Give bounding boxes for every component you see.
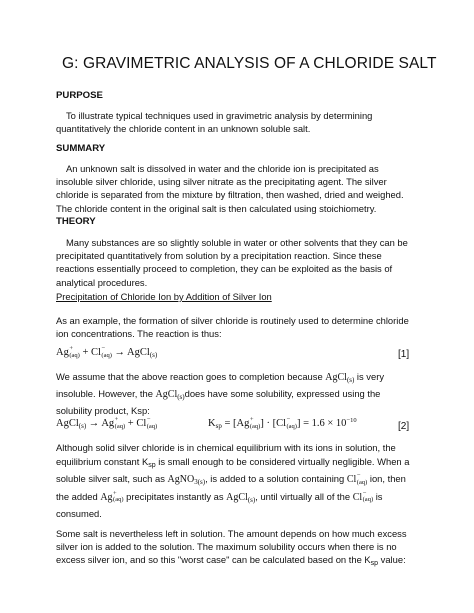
eq2-exponent: −10 [346, 417, 357, 424]
eq2-agcl: AgCl [56, 417, 79, 429]
assume-text-2: is very insoluble. However, the [56, 371, 385, 400]
solid-text-5: precipitates instantly as [123, 490, 227, 502]
page-title: G: GRAVIMETRIC ANALYSIS OF A CHLORIDE SALT [62, 55, 437, 72]
solid-cl: Cl [346, 474, 357, 486]
solid-ag: Ag [100, 491, 113, 503]
solid-three: 3 [194, 478, 198, 487]
eq1-aq: (aq) [69, 351, 80, 359]
solid-cl-2: Cl [352, 491, 363, 503]
eq1-state: (s) [149, 350, 158, 359]
eq2-arrow: → [88, 417, 100, 429]
eq2-ag: Ag [101, 417, 115, 429]
solid-cl-aq-2: (aq) [362, 496, 374, 504]
some-sp: sp [370, 560, 379, 568]
eq2-ksp-ag: Ag [236, 418, 250, 429]
eq2-rbracket-2: ] [296, 418, 301, 429]
solid-cl-aq: (aq) [356, 478, 368, 486]
equation-1-number: [1] [398, 349, 410, 360]
eq2-ag-charge: + [114, 416, 119, 423]
assume-paragraph [56, 370, 418, 418]
eq1-cl: Cl [90, 346, 101, 358]
theory-heading: THEORY [56, 216, 96, 227]
equation-2-number: [2] [398, 421, 410, 432]
equation-2-ksp [208, 417, 357, 430]
solid-text-3: , is added to a solution containing [205, 473, 347, 485]
eq2-rbracket: ] [260, 418, 264, 429]
assume-agcl-state: (s) [346, 376, 355, 384]
eq2-ag-aq: (aq) [114, 422, 126, 430]
eq2-k: K [208, 418, 216, 429]
summary-heading: SUMMARY [56, 143, 106, 154]
eq2-ksp-cl: Cl [276, 418, 286, 429]
eq2-lbracket-2: [ [272, 418, 277, 429]
equation-1 [56, 346, 157, 359]
eq2-state: (s) [78, 421, 87, 430]
eq1-plus: + [82, 346, 89, 358]
eq1-agcl: AgCl [127, 346, 150, 358]
solid-cl-charge: − [356, 472, 361, 480]
eq1-cl-aq: (aq) [101, 351, 112, 359]
assume-text-1: We assume that the above reaction goes to completion because [56, 371, 326, 382]
eq2-lbracket: [ [233, 418, 237, 429]
eq1-cl-charge: − [101, 345, 106, 352]
solid-text-1: Although solid silver chloride is in chemical equilibrium with its ions in solution, the equilibrium constant K [56, 442, 396, 467]
eq2-ksp-ag-charge: + [249, 416, 254, 424]
some-text-1: Some salt is nevertheless left in solution. The amount depends on how much excess silver ion is added to the solution. The maximum solubility occurs when there is no excess silver ion, and so this "worst case" can be calculated based on the K [56, 528, 407, 566]
eq1-arrow: → [114, 346, 125, 358]
eq1-charge: + [69, 345, 74, 352]
some-text-2: value: [378, 554, 406, 566]
eq2-dot: · [266, 418, 270, 429]
eq2-cl: Cl [136, 417, 147, 429]
solid-state: (s) [197, 478, 206, 487]
purpose-text: To illustrate typical techniques used in gravimetric analysis by determining quantitatively the chloride content in an unknown soluble salt. [56, 110, 373, 135]
assume-text-3: does have some solubility, expressed using the solubility product, Ksp: [56, 388, 381, 417]
eq2-sp: sp [215, 422, 222, 430]
eq2-ksp-ag-aq: (aq) [249, 422, 261, 430]
eq2-value: = 1.6 × 10 [303, 418, 347, 429]
summary-text: An unknown salt is dissolved in water and the chloride ion is precipitated as insoluble silver chloride, using silver nitrate as the precipitating agent. The silver chloride is separated from the mixture by filtration, then washed, dried and weighed. The chloride content in the original salt is then calculated using stoichiometry. [56, 163, 404, 214]
eq2-ksp-cl-aq: (aq) [286, 422, 297, 430]
eq2-equals: = [224, 418, 231, 429]
eq2-ksp-cl-charge: − [286, 416, 291, 424]
assume-agcl-state-2: (s) [177, 393, 185, 402]
solid-cl-charge-2: − [362, 489, 367, 497]
assume-agcl-2: AgCl [155, 389, 178, 401]
equation-2-reaction [56, 417, 157, 430]
assume-agcl: AgCl [325, 372, 347, 383]
solid-text-4: ion, then the added [56, 473, 406, 502]
solid-ag-aq: (aq) [113, 496, 124, 504]
solid-text-2: is small enough to be considered virtually negligible. When a soluble silver salt, such as [56, 455, 410, 485]
eq2-cl-charge: − [146, 416, 151, 423]
solid-agcl-state: (s) [247, 495, 256, 504]
solid-sp: sp [148, 461, 156, 469]
solid-ag-charge: + [113, 489, 117, 497]
theory-text: Many substances are so slightly soluble in water or other solvents that they can be precipitated quantitatively from solution by a precipitation reaction. Since these reactions essentially proceed to completion, they can be exploited as the basis of analytical procedures. [56, 237, 408, 288]
solid-agcl: AgCl [226, 491, 248, 503]
solid-text-6: , until virtually all of the [255, 490, 353, 502]
subsection-heading: Precipitation of Chloride Ion by Addition of Silver Ion [56, 291, 272, 302]
purpose-heading: PURPOSE [56, 90, 103, 101]
eq2-cl-aq: (aq) [146, 422, 158, 430]
solid-paragraph [56, 441, 418, 521]
eq2-plus: + [127, 417, 134, 429]
solid-text-7: is consumed. [56, 490, 383, 520]
solid-agno3: AgNO [167, 474, 195, 486]
eq1-ag: Ag [56, 346, 69, 358]
subsection-intro: As an example, the formation of silver chloride is routinely used to determine chloride ion concentrations. The reaction is thus: [56, 315, 409, 340]
some-salt-paragraph [56, 527, 418, 571]
